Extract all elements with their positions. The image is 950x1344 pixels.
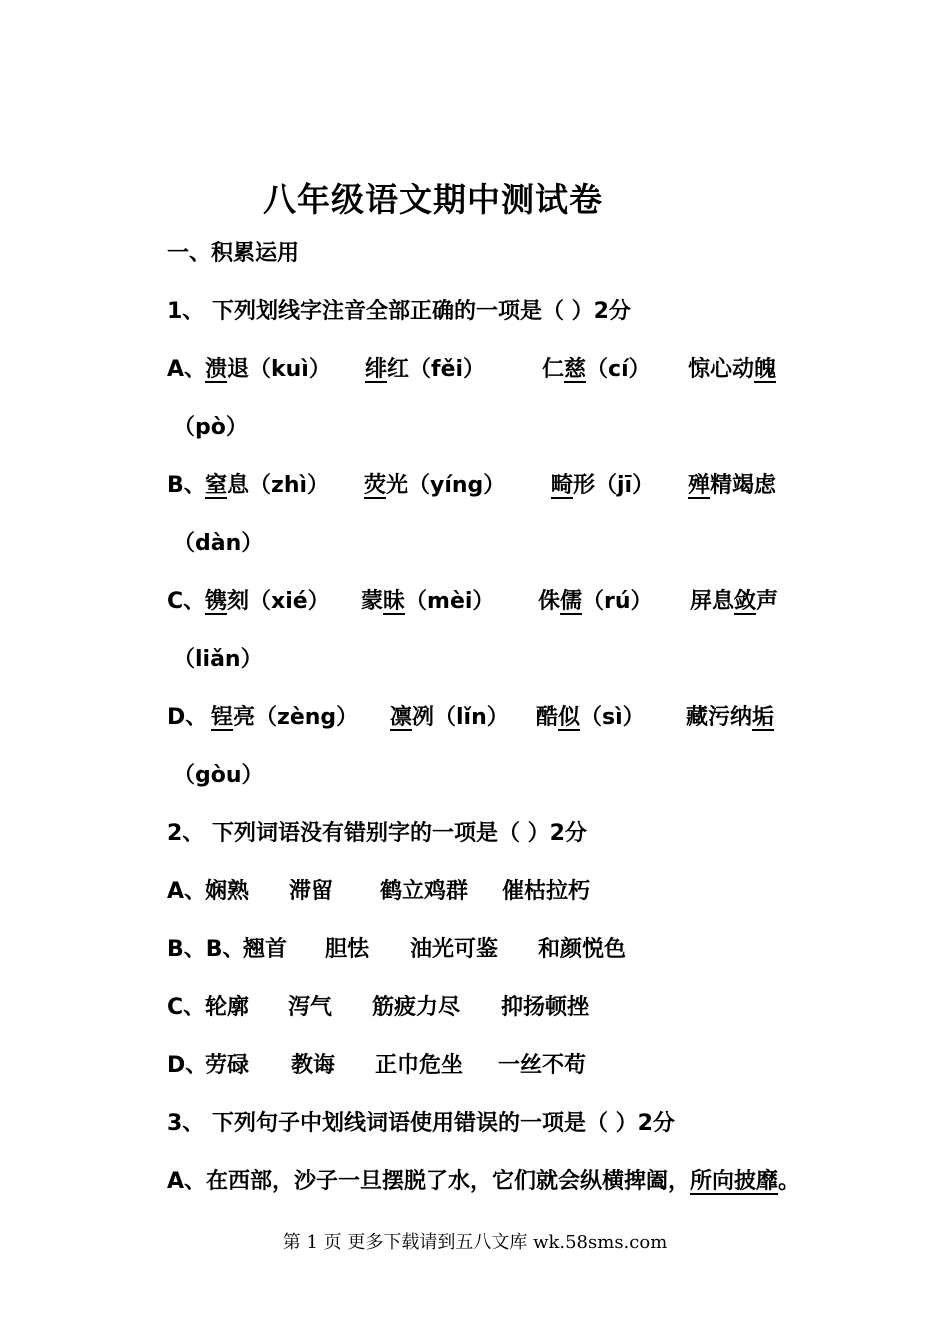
word-text: 藏污纳 [686,705,753,730]
word-text: 形（jī） [573,473,655,498]
word-text: 教诲 [291,1053,336,1078]
page-footer: 第 1 页 更多下载请到五八文库 wk.58sms.com [282,1232,668,1253]
word-text: 声 [756,589,779,614]
underlined-char: 似 [558,705,581,730]
word-text: （rú） [582,589,653,614]
word-text: 催枯拉朽 [502,879,591,904]
underlined-phrase: 所向披靡 [690,1169,779,1194]
word-text: 泻气 [288,995,333,1020]
option-label: A、 [167,879,207,904]
word-text: 息（zhì） [227,473,330,498]
question-2-stem: 2、 下列词语没有错别字的一项是（ ）2分 [167,821,587,846]
word-text: 光（yíng） [386,473,506,498]
word-text: 油光可鉴 [410,937,499,962]
underlined-char: 绯 [365,357,388,382]
word-text: 酷 [536,705,559,730]
underlined-char: 窒 [205,473,228,498]
sentence-text: A、在西部，沙子一旦摆脱了水，它们就会纵横捭阖， [167,1169,691,1194]
word-text: 轮廓 [205,995,250,1020]
option-label: A、 [167,357,207,382]
q1-option-d-pinyin: （gòu） [173,763,264,788]
word-text: 仁 [542,357,565,382]
word-text: 蒙 [361,589,384,614]
underlined-char: 敛 [734,589,757,614]
word-text: （mèi） [405,589,495,614]
word-text: 劳碌 [205,1053,250,1078]
word-text: 筋疲力尽 [372,995,461,1020]
section-heading: 一、积累运用 [167,241,300,266]
option-label: C、 [167,995,206,1020]
word-text: 退（kuì） [227,357,331,382]
word-text: （cí） [586,357,651,382]
word-text: 亮（zèng） [233,705,359,730]
underlined-char: 镌 [205,589,228,614]
word-text: （sì） [580,705,645,730]
word-text: 和颜悦色 [538,937,627,962]
underlined-char: 荧 [364,473,387,498]
underlined-char: 凛 [390,705,413,730]
underlined-char: 垢 [752,705,775,730]
option-label: D、 [167,705,208,730]
option-label: B、 [167,473,206,498]
word-text: 娴熟 [205,879,250,904]
word-text: 冽（lǐn） [412,705,509,730]
word-text: 滞留 [289,879,334,904]
underlined-char: 畸 [551,473,574,498]
word-text: 刻（xié） [227,589,330,614]
q3-option-a [167,1167,800,1197]
word-text: 精竭虑 [710,473,777,498]
word-text: 抑扬顿挫 [501,995,590,1020]
option-label: B、B、 [167,937,245,962]
word-text: 屏息 [690,589,735,614]
underlined-char: 儒 [560,589,583,614]
word-text: 鹤立鸡群 [380,879,469,904]
question-1-stem: 1、 下列划线字注音全部正确的一项是（ ）2分 [167,299,631,324]
word-text: 红（fěi） [387,357,486,382]
q1-option-a-pinyin: （pò） [173,415,248,440]
option-label: D、 [167,1053,208,1078]
underlined-char: 锃 [211,705,234,730]
word-text: 侏 [538,589,561,614]
word-text: 翘首 [243,937,288,962]
q1-option-b-pinyin: （dàn） [173,531,264,556]
underlined-char: 慈 [564,357,587,382]
option-label: C、 [167,589,206,614]
word-text: 正巾危坐 [375,1053,464,1078]
word-text: 一丝不苟 [498,1053,587,1078]
underlined-char: 魄 [754,357,777,382]
underlined-char: 昧 [383,589,406,614]
sentence-end: 。 [778,1169,801,1194]
page-title: 八年级语文期中测试卷 [263,180,603,219]
question-3-stem: 3、 下列句子中划线词语使用错误的一项是（ ）2分 [167,1111,675,1136]
underlined-char: 溃 [205,357,228,382]
underlined-char: 殚 [688,473,711,498]
word-text: 胆怯 [325,937,370,962]
word-text: 惊心动 [688,357,755,382]
q1-option-c-pinyin: （liǎn） [173,647,263,672]
